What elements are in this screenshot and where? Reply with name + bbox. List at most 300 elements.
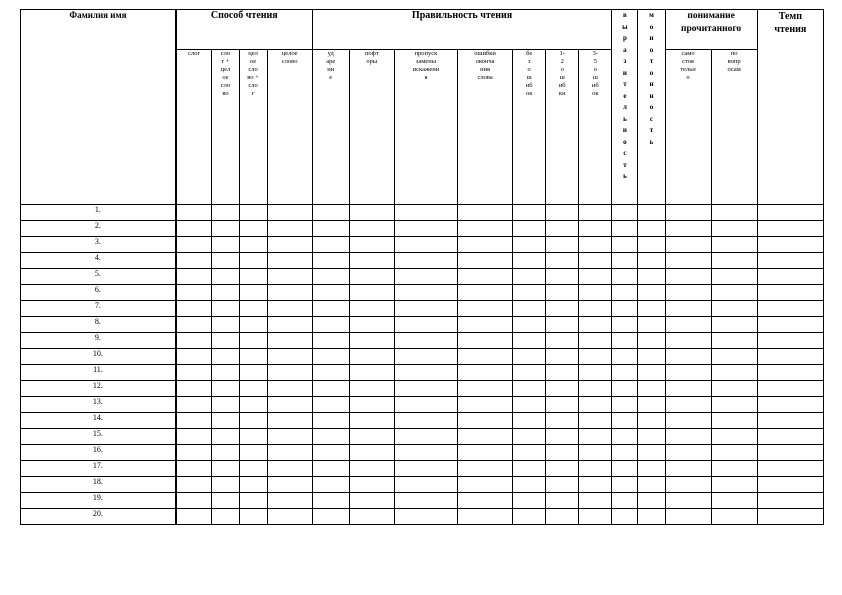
empty-cell xyxy=(239,445,267,461)
row-number: 12. xyxy=(21,381,176,397)
empty-cell xyxy=(176,445,212,461)
empty-cell xyxy=(612,253,638,269)
empty-cell xyxy=(212,429,239,445)
empty-cell xyxy=(665,493,711,509)
empty-cell xyxy=(239,221,267,237)
understanding-subheader: само стоя тельн о xyxy=(665,50,711,205)
method-subheader: сло г + цел ое сло во xyxy=(212,50,239,205)
empty-cell xyxy=(546,221,579,237)
table-row xyxy=(21,381,824,397)
empty-cell xyxy=(312,205,349,221)
empty-cell xyxy=(513,509,546,525)
empty-cell xyxy=(757,237,823,253)
empty-cell xyxy=(638,493,665,509)
empty-cell xyxy=(638,381,665,397)
empty-cell xyxy=(458,237,513,253)
empty-cell xyxy=(665,269,711,285)
empty-cell xyxy=(579,397,612,413)
empty-cell xyxy=(612,221,638,237)
empty-cell xyxy=(349,253,394,269)
correctness-subheader: 3- 5 о ш иб ок xyxy=(579,50,612,205)
empty-cell xyxy=(239,253,267,269)
correctness-subheader: пропуск замены искажени я xyxy=(394,50,457,205)
empty-cell xyxy=(349,269,394,285)
empty-cell xyxy=(711,269,757,285)
empty-cell xyxy=(711,461,757,477)
empty-cell xyxy=(612,413,638,429)
empty-cell xyxy=(176,237,212,253)
empty-cell xyxy=(579,477,612,493)
empty-cell xyxy=(579,221,612,237)
empty-cell xyxy=(612,333,638,349)
empty-cell xyxy=(312,237,349,253)
empty-cell xyxy=(394,445,457,461)
empty-cell xyxy=(267,445,312,461)
empty-cell xyxy=(349,301,394,317)
empty-cell xyxy=(312,269,349,285)
empty-cell xyxy=(711,221,757,237)
empty-cell xyxy=(546,333,579,349)
empty-cell xyxy=(458,285,513,301)
empty-cell xyxy=(458,429,513,445)
empty-cell xyxy=(638,445,665,461)
table-row xyxy=(21,349,824,365)
empty-cell xyxy=(711,285,757,301)
understanding-subheader: по вопр осам xyxy=(711,50,757,205)
empty-cell xyxy=(579,317,612,333)
empty-cell xyxy=(757,221,823,237)
empty-cell xyxy=(312,413,349,429)
empty-cell xyxy=(579,381,612,397)
empty-cell xyxy=(711,413,757,429)
table-row xyxy=(21,397,824,413)
empty-cell xyxy=(757,477,823,493)
empty-cell xyxy=(267,509,312,525)
empty-cell xyxy=(665,445,711,461)
empty-cell xyxy=(513,413,546,429)
empty-cell xyxy=(458,365,513,381)
empty-cell xyxy=(757,429,823,445)
empty-cell xyxy=(267,237,312,253)
reading-method-header: Способ чтения xyxy=(176,10,312,50)
empty-cell xyxy=(212,413,239,429)
table-row xyxy=(21,205,824,221)
empty-cell xyxy=(665,221,711,237)
empty-cell xyxy=(458,413,513,429)
empty-cell xyxy=(349,461,394,477)
empty-cell xyxy=(612,349,638,365)
empty-cell xyxy=(546,445,579,461)
empty-cell xyxy=(394,269,457,285)
empty-cell xyxy=(757,285,823,301)
empty-cell xyxy=(711,301,757,317)
empty-cell xyxy=(546,269,579,285)
empty-cell xyxy=(757,445,823,461)
empty-cell xyxy=(757,397,823,413)
empty-cell xyxy=(267,269,312,285)
empty-cell xyxy=(665,365,711,381)
empty-cell xyxy=(312,429,349,445)
empty-cell xyxy=(212,349,239,365)
empty-cell xyxy=(267,413,312,429)
row-number: 16. xyxy=(21,445,176,461)
empty-cell xyxy=(513,301,546,317)
empty-cell xyxy=(757,509,823,525)
empty-cell xyxy=(665,285,711,301)
method-subheader: слог xyxy=(176,50,212,205)
empty-cell xyxy=(267,253,312,269)
empty-cell xyxy=(212,285,239,301)
empty-cell xyxy=(711,349,757,365)
empty-cell xyxy=(312,317,349,333)
row-number: 18. xyxy=(21,477,176,493)
empty-cell xyxy=(665,429,711,445)
empty-cell xyxy=(212,221,239,237)
empty-cell xyxy=(546,477,579,493)
empty-cell xyxy=(349,429,394,445)
row-number: 11. xyxy=(21,365,176,381)
empty-cell xyxy=(665,413,711,429)
empty-cell xyxy=(757,381,823,397)
empty-cell xyxy=(394,205,457,221)
row-number: 20. xyxy=(21,509,176,525)
empty-cell xyxy=(757,301,823,317)
row-number: 13. xyxy=(21,397,176,413)
empty-cell xyxy=(638,301,665,317)
empty-cell xyxy=(349,413,394,429)
empty-cell xyxy=(458,253,513,269)
empty-cell xyxy=(394,477,457,493)
reading-correctness-header: Правильность чтения xyxy=(312,10,612,50)
empty-cell xyxy=(513,461,546,477)
empty-cell xyxy=(513,397,546,413)
empty-cell xyxy=(757,413,823,429)
empty-cell xyxy=(579,237,612,253)
empty-cell xyxy=(546,397,579,413)
empty-cell xyxy=(176,285,212,301)
empty-cell xyxy=(312,285,349,301)
empty-cell xyxy=(612,301,638,317)
row-number: 19. xyxy=(21,493,176,509)
empty-cell xyxy=(546,253,579,269)
empty-cell xyxy=(176,349,212,365)
empty-cell xyxy=(546,317,579,333)
empty-cell xyxy=(458,221,513,237)
row-number: 4. xyxy=(21,253,176,269)
empty-cell xyxy=(711,333,757,349)
empty-cell xyxy=(394,493,457,509)
empty-cell xyxy=(757,205,823,221)
empty-cell xyxy=(513,477,546,493)
empty-cell xyxy=(711,253,757,269)
table-row xyxy=(21,477,824,493)
empty-cell xyxy=(665,253,711,269)
empty-cell xyxy=(757,253,823,269)
empty-cell xyxy=(267,365,312,381)
expressiveness-header: в ы р а з и т е л ь н о с т ь xyxy=(612,10,638,205)
empty-cell xyxy=(579,205,612,221)
empty-cell xyxy=(267,221,312,237)
empty-cell xyxy=(579,253,612,269)
empty-cell xyxy=(711,477,757,493)
empty-cell xyxy=(638,253,665,269)
empty-cell xyxy=(394,365,457,381)
empty-cell xyxy=(239,269,267,285)
empty-cell xyxy=(312,477,349,493)
empty-cell xyxy=(349,205,394,221)
empty-cell xyxy=(757,269,823,285)
empty-cell xyxy=(267,333,312,349)
empty-cell xyxy=(579,269,612,285)
empty-cell xyxy=(711,397,757,413)
empty-cell xyxy=(394,285,457,301)
empty-cell xyxy=(458,461,513,477)
empty-cell xyxy=(579,349,612,365)
empty-cell xyxy=(239,205,267,221)
table-row xyxy=(21,221,824,237)
empty-cell xyxy=(612,461,638,477)
empty-cell xyxy=(665,301,711,317)
empty-cell xyxy=(349,333,394,349)
correctness-subheader: ошибки оконча ния слова xyxy=(458,50,513,205)
empty-cell xyxy=(212,477,239,493)
empty-cell xyxy=(513,221,546,237)
empty-cell xyxy=(349,509,394,525)
empty-cell xyxy=(757,461,823,477)
empty-cell xyxy=(513,445,546,461)
empty-cell xyxy=(513,205,546,221)
method-subheader: цел ое сло во + сло г xyxy=(239,50,267,205)
empty-cell xyxy=(513,285,546,301)
row-number: 1. xyxy=(21,205,176,221)
empty-cell xyxy=(349,365,394,381)
empty-cell xyxy=(546,349,579,365)
empty-cell xyxy=(546,301,579,317)
empty-cell xyxy=(267,493,312,509)
empty-cell xyxy=(458,445,513,461)
empty-cell xyxy=(176,509,212,525)
row-number: 3. xyxy=(21,237,176,253)
empty-cell xyxy=(458,477,513,493)
empty-cell xyxy=(312,349,349,365)
empty-cell xyxy=(239,349,267,365)
empty-cell xyxy=(239,285,267,301)
empty-cell xyxy=(546,509,579,525)
table-row xyxy=(21,317,824,333)
empty-cell xyxy=(513,365,546,381)
empty-cell xyxy=(394,317,457,333)
empty-cell xyxy=(665,381,711,397)
empty-cell xyxy=(312,509,349,525)
empty-cell xyxy=(312,333,349,349)
empty-cell xyxy=(638,461,665,477)
empty-cell xyxy=(267,477,312,493)
empty-cell xyxy=(579,413,612,429)
empty-cell xyxy=(239,493,267,509)
empty-cell xyxy=(579,461,612,477)
empty-cell xyxy=(394,397,457,413)
empty-cell xyxy=(612,269,638,285)
row-number: 14. xyxy=(21,413,176,429)
empty-cell xyxy=(458,381,513,397)
empty-cell xyxy=(638,413,665,429)
empty-cell xyxy=(546,429,579,445)
empty-cell xyxy=(312,221,349,237)
empty-cell xyxy=(638,269,665,285)
empty-cell xyxy=(638,285,665,301)
empty-cell xyxy=(394,237,457,253)
empty-cell xyxy=(513,429,546,445)
monotony-header: м о н о т о н н о с т ь xyxy=(638,10,665,205)
table-row xyxy=(21,285,824,301)
empty-cell xyxy=(458,317,513,333)
table-row xyxy=(21,365,824,381)
empty-cell xyxy=(267,397,312,413)
empty-cell xyxy=(638,429,665,445)
reading-tempo-header: Темп чтения xyxy=(757,10,823,205)
table-row xyxy=(21,333,824,349)
understanding-header: понимание прочитанного xyxy=(665,10,757,50)
reading-assessment-table xyxy=(20,9,824,525)
empty-cell xyxy=(312,253,349,269)
empty-cell xyxy=(212,269,239,285)
empty-cell xyxy=(239,413,267,429)
empty-cell xyxy=(212,365,239,381)
correctness-subheader: уд аре ни е xyxy=(312,50,349,205)
empty-cell xyxy=(513,333,546,349)
empty-cell xyxy=(665,397,711,413)
empty-cell xyxy=(394,461,457,477)
table-row xyxy=(21,253,824,269)
empty-cell xyxy=(513,317,546,333)
table-row xyxy=(21,445,824,461)
empty-cell xyxy=(239,429,267,445)
row-number: 2. xyxy=(21,221,176,237)
empty-cell xyxy=(579,445,612,461)
empty-cell xyxy=(546,493,579,509)
empty-cell xyxy=(579,493,612,509)
correctness-subheader: бе з о ш иб ок xyxy=(513,50,546,205)
empty-cell xyxy=(212,253,239,269)
empty-cell xyxy=(638,333,665,349)
empty-cell xyxy=(665,317,711,333)
empty-cell xyxy=(394,509,457,525)
empty-cell xyxy=(312,365,349,381)
empty-cell xyxy=(394,381,457,397)
empty-cell xyxy=(757,333,823,349)
empty-cell xyxy=(665,509,711,525)
empty-cell xyxy=(612,205,638,221)
empty-cell xyxy=(638,221,665,237)
empty-cell xyxy=(212,397,239,413)
empty-cell xyxy=(239,509,267,525)
empty-cell xyxy=(212,445,239,461)
empty-cell xyxy=(546,381,579,397)
empty-cell xyxy=(458,205,513,221)
empty-cell xyxy=(665,477,711,493)
empty-cell xyxy=(176,397,212,413)
empty-cell xyxy=(239,301,267,317)
empty-cell xyxy=(711,429,757,445)
empty-cell xyxy=(312,461,349,477)
row-number: 8. xyxy=(21,317,176,333)
empty-cell xyxy=(458,333,513,349)
empty-cell xyxy=(312,381,349,397)
empty-cell xyxy=(176,317,212,333)
empty-cell xyxy=(612,397,638,413)
row-number: 6. xyxy=(21,285,176,301)
empty-cell xyxy=(638,237,665,253)
empty-cell xyxy=(612,381,638,397)
empty-cell xyxy=(349,477,394,493)
empty-cell xyxy=(757,493,823,509)
empty-cell xyxy=(349,285,394,301)
empty-cell xyxy=(176,429,212,445)
row-number: 17. xyxy=(21,461,176,477)
table-row xyxy=(21,429,824,445)
empty-cell xyxy=(212,237,239,253)
empty-cell xyxy=(638,317,665,333)
empty-cell xyxy=(546,285,579,301)
empty-cell xyxy=(267,461,312,477)
empty-cell xyxy=(665,349,711,365)
empty-cell xyxy=(394,333,457,349)
empty-cell xyxy=(638,509,665,525)
empty-cell xyxy=(176,333,212,349)
empty-cell xyxy=(176,413,212,429)
empty-cell xyxy=(349,445,394,461)
empty-cell xyxy=(349,349,394,365)
empty-cell xyxy=(176,461,212,477)
empty-cell xyxy=(757,317,823,333)
empty-cell xyxy=(711,237,757,253)
empty-cell xyxy=(212,317,239,333)
empty-cell xyxy=(176,477,212,493)
empty-cell xyxy=(612,493,638,509)
empty-cell xyxy=(579,365,612,381)
empty-cell xyxy=(312,493,349,509)
empty-cell xyxy=(711,493,757,509)
empty-cell xyxy=(638,477,665,493)
empty-cell xyxy=(612,509,638,525)
empty-cell xyxy=(394,349,457,365)
empty-cell xyxy=(612,477,638,493)
empty-cell xyxy=(349,221,394,237)
empty-cell xyxy=(267,205,312,221)
empty-cell xyxy=(239,397,267,413)
empty-cell xyxy=(267,381,312,397)
empty-cell xyxy=(638,397,665,413)
empty-cell xyxy=(176,381,212,397)
empty-cell xyxy=(458,397,513,413)
correctness-subheader: 1- 2 о ш иб ки xyxy=(546,50,579,205)
empty-cell xyxy=(546,365,579,381)
empty-cell xyxy=(176,269,212,285)
empty-cell xyxy=(176,221,212,237)
empty-cell xyxy=(394,413,457,429)
table-row xyxy=(21,413,824,429)
empty-cell xyxy=(349,381,394,397)
empty-cell xyxy=(267,317,312,333)
row-number: 10. xyxy=(21,349,176,365)
empty-cell xyxy=(711,205,757,221)
correctness-subheader: пофт оры xyxy=(349,50,394,205)
empty-cell xyxy=(212,493,239,509)
empty-cell xyxy=(212,301,239,317)
empty-cell xyxy=(458,509,513,525)
empty-cell xyxy=(579,333,612,349)
empty-cell xyxy=(546,461,579,477)
